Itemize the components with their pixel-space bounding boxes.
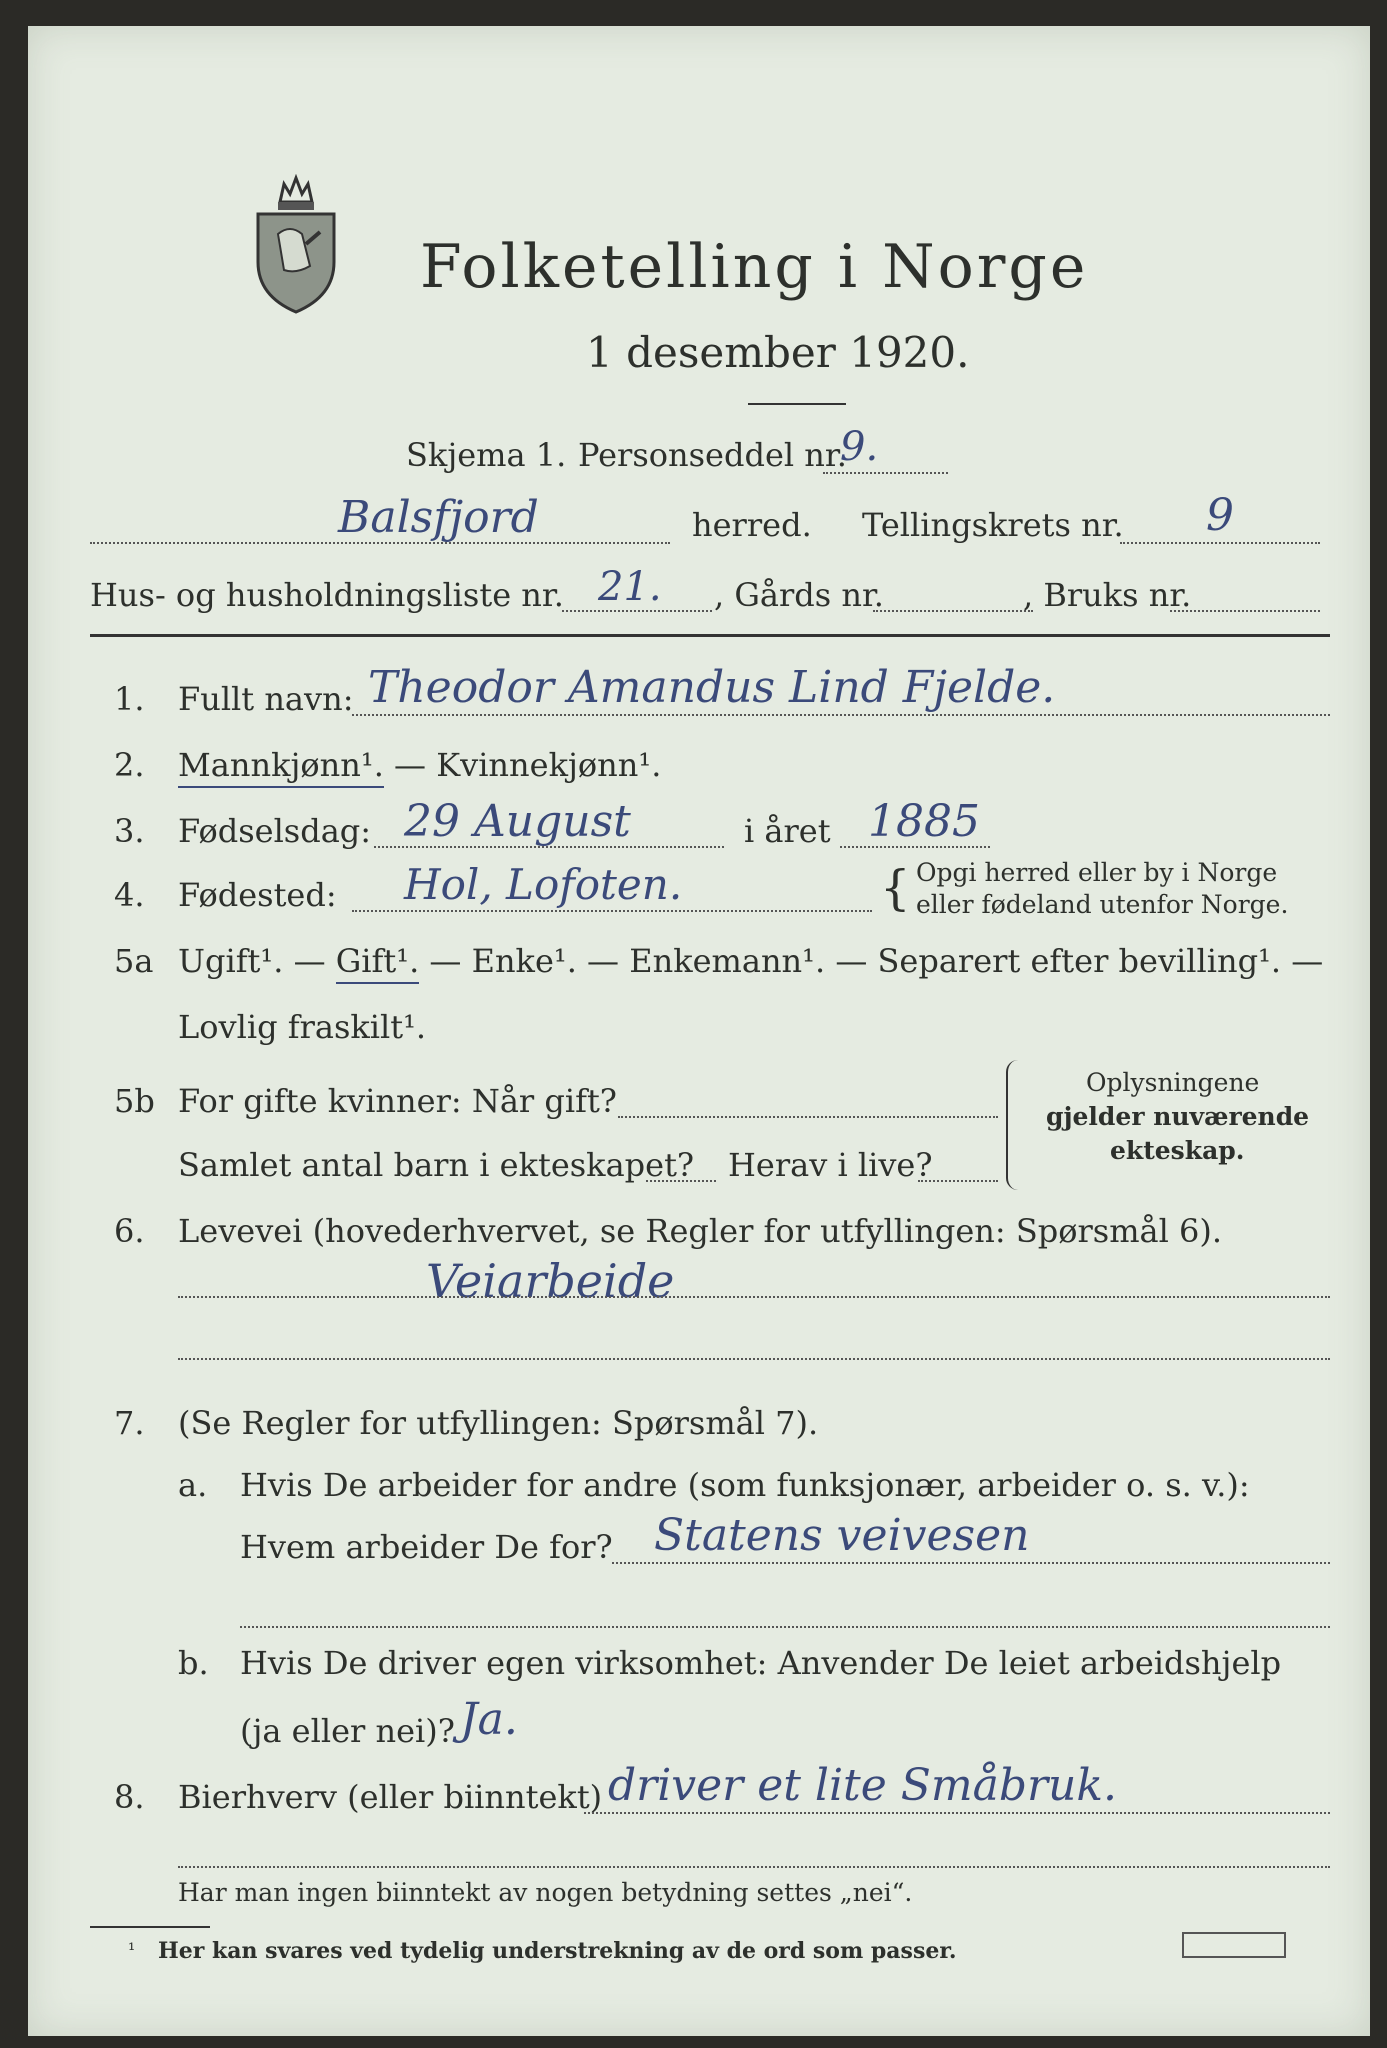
q7b-line-2: (ja eller nei)? [240,1712,455,1750]
children-count-line[interactable] [646,1180,716,1182]
q6-line-2 [178,1358,1330,1360]
q7-number: 7. [114,1404,145,1442]
q6-line-1 [178,1296,1330,1298]
occupation-value[interactable]: Veiarbeide [426,1254,675,1308]
q8-label: Bierhverv (eller biinntekt) [178,1778,603,1816]
q5b-note-1: Oplysningene [1086,1068,1260,1097]
form-title: Folketelling i Norge [420,232,1089,302]
q7a-letter: a. [178,1466,208,1504]
male-option[interactable]: Mannkjønn¹. [178,746,384,788]
q4-brace: { [880,860,911,916]
employer-value[interactable]: Statens veivesen [654,1510,1030,1561]
title-divider [748,403,846,405]
q5b-bracket [1006,1060,1020,1190]
herred-label: herred. [692,506,812,544]
q6-number: 6. [114,1212,145,1250]
q4-line [352,910,872,912]
tellingskrets-value[interactable]: 9 [1206,490,1234,541]
q6-label: Levevei (hovederhvervet, se Regler for utfyllingen: Spørsmål 6). [178,1212,1223,1250]
other-marital-options[interactable]: — Enke¹. — Enkemann¹. — Separert efter bevilling¹. — [429,942,1324,980]
hired-help-value[interactable]: Ja. [460,1694,518,1745]
q5a-number: 5a [114,942,154,980]
gift-option[interactable]: Gift¹. [336,942,420,984]
bruks-line [1170,610,1320,612]
q5b-number: 5b [114,1082,155,1120]
q8-line-2 [178,1866,1330,1868]
hus-label: Hus- og husholdningsliste nr. [90,576,564,614]
q2-separator: — [383,746,437,784]
year-label: i året [744,812,831,850]
footnote-rule [90,1926,210,1928]
female-option[interactable]: Kvinnekjønn¹. [436,746,662,784]
q5b-label-1: For gifte kvinner: Når gift? [178,1082,617,1120]
printer-stamp [1182,1932,1286,1958]
q4-note-2: eller fødeland utenfor Norge. [916,890,1289,919]
ugift-option[interactable]: Ugift¹. — [178,942,326,980]
gards-label: , Gårds nr. [714,576,884,614]
q7-label: (Se Regler for utfyllingen: Spørsmål 7). [178,1404,819,1442]
bruks-label: , Bruks nr. [1023,576,1192,614]
no-side-income-note: Har man ingen biinntekt av nogen betydning settes „nei“. [178,1878,913,1907]
census-form [28,26,1370,2036]
q7a-line-2: Hvem arbeider De for? [240,1528,613,1566]
q7b-letter: b. [178,1644,209,1682]
q2-number: 2. [114,746,145,784]
q1-value[interactable]: Theodor Amandus Lind Fjelde. [368,662,1056,713]
herred-value[interactable]: Balsfjord [338,492,539,543]
gards-line [873,610,1033,612]
coat-of-arms-icon [250,174,342,314]
q5a-options [178,942,1323,980]
q4-number: 4. [114,876,145,914]
hus-line [562,610,712,612]
q5b-label-2: Samlet antal barn i ekteskapet? [178,1146,695,1184]
q7a-line-1: Hvis De arbeider for andre (som funksjonær, arbeider o. s. v.): [240,1466,1250,1504]
side-income-value[interactable]: driver et lite Småbruk. [608,1760,1118,1811]
hus-value[interactable]: 21. [598,564,662,610]
q7b-line-1: Hvis De driver egen virksomhet: Anvender De leiet arbeidshjelp [240,1644,1282,1682]
q5b-note-3: ekteskap. [1110,1136,1245,1165]
q2-label [178,746,661,784]
q4-label: Fødested: [178,876,337,914]
employer-line [612,1562,1330,1564]
married-when-line[interactable] [618,1116,998,1118]
q1-label: Fullt navn: [178,680,354,718]
tellingskrets-label: Tellingskrets nr. [862,506,1124,544]
children-alive-line[interactable] [918,1180,998,1182]
q5b-label-3: Herav i live? [728,1146,933,1184]
lovlig-fraskilt-option[interactable]: Lovlig fraskilt¹. [178,1008,427,1046]
q1-line [352,714,1330,716]
q3-label: Fødselsdag: [178,812,372,850]
personseddel-line [823,472,948,474]
employer-line-2 [240,1626,1330,1628]
q3-number: 3. [114,812,145,850]
q5b-note-2: gjelder nuværende [1046,1102,1310,1131]
footnote-text: Her kan svares ved tydelig understrekning av de ord som passer. [158,1938,957,1964]
birthday-value[interactable]: 29 August [404,796,631,847]
tellingskrets-line [1120,542,1320,544]
q8-number: 8. [114,1778,145,1816]
q8-line [584,1812,1330,1814]
q4-note-1: Opgi herred eller by i Norge [916,858,1278,887]
form-date: 1 desember 1920. [586,328,970,377]
personseddel-label: Personseddel nr. [578,436,847,474]
birthplace-value[interactable]: Hol, Lofoten. [404,860,683,909]
personseddel-value[interactable]: 9. [840,424,879,470]
header-rule [90,634,1330,637]
q1-number: 1. [114,680,145,718]
footnote-mark: ¹ [128,1940,136,1961]
skjema-label: Skjema 1. [406,436,567,474]
year-value[interactable]: 1885 [868,796,980,847]
